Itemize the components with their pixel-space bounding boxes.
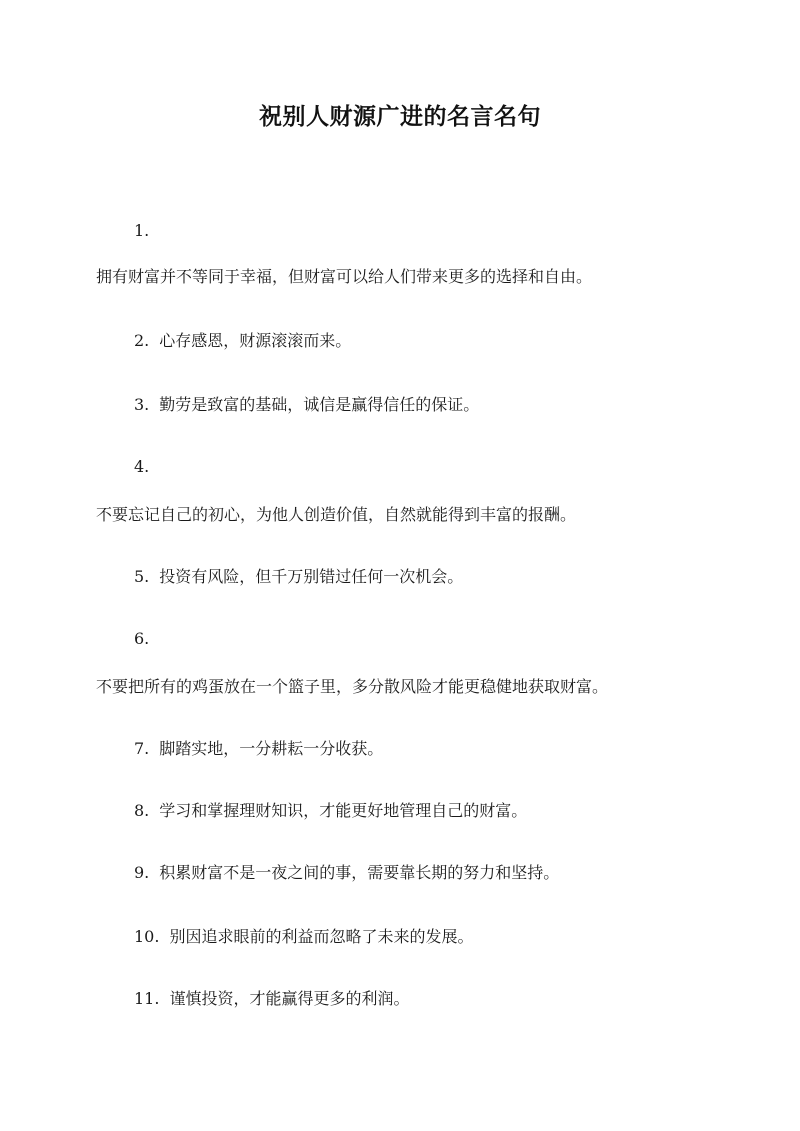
list-item bbox=[134, 330, 351, 352]
item-text: 学习和掌握理财知识，才能更好地管理自己的财富。 bbox=[159, 801, 528, 820]
item-text: 勤劳是致富的基础，诚信是赢得信任的保证。 bbox=[159, 395, 480, 414]
item-number: 3. bbox=[134, 395, 150, 414]
list-item-number bbox=[134, 456, 149, 478]
list-item bbox=[134, 394, 479, 416]
item-number: 5. bbox=[134, 567, 150, 586]
page-title: 祝别人财源广进的名言名句 bbox=[259, 103, 541, 130]
item-number: 11. bbox=[134, 989, 160, 1008]
item-text: 不要把所有的鸡蛋放在一个篮子里，多分散风险才能更稳健地获取财富。 bbox=[96, 677, 609, 696]
item-text: 心存感恩，财源滚滚而来。 bbox=[159, 331, 352, 350]
item-text: 拥有财富并不等同于幸福，但财富可以给人们带来更多的选择和自由。 bbox=[96, 267, 593, 286]
list-item-text bbox=[96, 266, 592, 288]
item-number: 10. bbox=[134, 927, 160, 946]
item-text: 脚踏实地，一分耕耘一分收获。 bbox=[159, 739, 384, 758]
item-number: 6. bbox=[134, 629, 150, 648]
item-number: 7. bbox=[134, 739, 150, 758]
list-item-number bbox=[134, 220, 149, 242]
item-text: 谨慎投资，才能赢得更多的利润。 bbox=[169, 989, 410, 1008]
list-item-number bbox=[134, 628, 149, 650]
list-item bbox=[134, 800, 527, 822]
item-text: 积累财富不是一夜之间的事，需要靠长期的努力和坚持。 bbox=[159, 863, 560, 882]
list-item bbox=[134, 862, 559, 884]
item-text: 投资有风险，但千万别错过任何一次机会。 bbox=[159, 567, 464, 586]
item-number: 2. bbox=[134, 331, 150, 350]
list-item bbox=[134, 566, 463, 588]
item-number: 8. bbox=[134, 801, 150, 820]
item-text: 别因追求眼前的利益而忽略了未来的发展。 bbox=[169, 927, 474, 946]
list-item bbox=[134, 988, 409, 1010]
item-number: 1. bbox=[134, 221, 150, 240]
list-item-text bbox=[96, 676, 608, 698]
item-text: 不要忘记自己的初心，为他人创造价值，自然就能得到丰富的报酬。 bbox=[96, 505, 577, 524]
list-item-text bbox=[96, 504, 576, 526]
list-item bbox=[134, 738, 383, 760]
item-number: 9. bbox=[134, 863, 150, 882]
list-item bbox=[134, 926, 473, 948]
item-number: 4. bbox=[134, 457, 150, 476]
